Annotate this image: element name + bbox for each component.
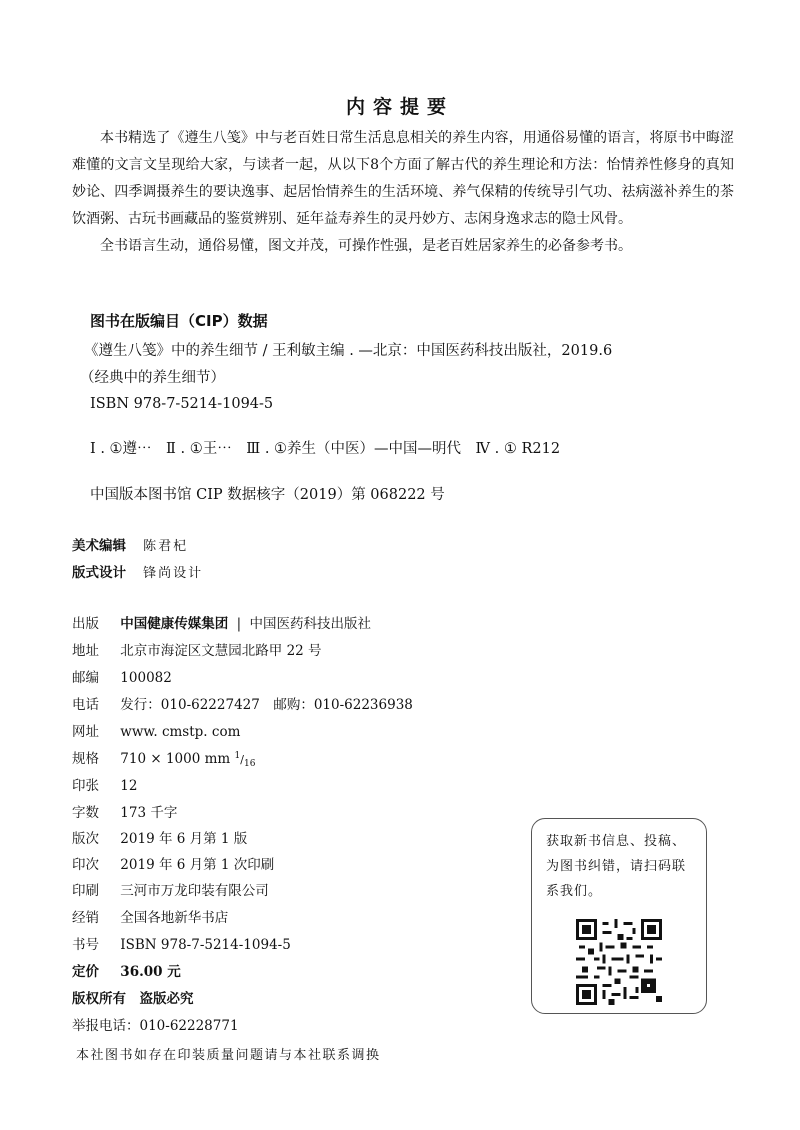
postcode-row bbox=[72, 666, 172, 686]
report-phone: 举报电话：010-62228771 bbox=[72, 1018, 239, 1034]
distributor-value: 全国各地新华书店 bbox=[120, 910, 229, 926]
edition-value: 2019 年 6 月第 1 版 bbox=[120, 831, 248, 847]
publisher-separator: | bbox=[236, 616, 242, 632]
cip-isbn-line: ISBN 978-7-5214-1094-5 bbox=[90, 396, 274, 412]
publisher-label: 出版 bbox=[72, 616, 99, 632]
summary-body bbox=[72, 125, 734, 260]
word-count-label: 字数 bbox=[72, 805, 99, 821]
qr-code-icon[interactable] bbox=[576, 919, 662, 1005]
printing-value: 2019 年 6 月第 1 次印刷 bbox=[120, 857, 275, 873]
layout-design-row bbox=[72, 561, 203, 581]
art-editor-label: 美术编辑 bbox=[72, 538, 126, 554]
summary-paragraph-2: 全书语言生动，通俗易懂，图文并茂，可操作性强，是老百姓居家养生的必备参考书。 bbox=[100, 238, 632, 254]
price-row bbox=[72, 960, 181, 980]
phone-label: 电话 bbox=[72, 697, 99, 713]
cip-classification-line: Ⅰ . ①遵⋯ Ⅱ . ①王⋯ Ⅲ . ①养生（中医）—中国—明代 Ⅳ . ① R212 bbox=[90, 441, 561, 457]
postcode-label: 邮编 bbox=[72, 670, 99, 686]
isbn-value: ISBN 978-7-5214-1094-5 bbox=[120, 937, 291, 953]
layout-design-label: 版式设计 bbox=[72, 565, 126, 581]
format-fraction-denominator: 16 bbox=[243, 759, 256, 769]
sheets-row bbox=[72, 774, 137, 794]
sheets-label: 印张 bbox=[72, 778, 99, 794]
qr-contact-text: 获取新书信息、投稿、为图书纠错，请扫码联系我们。 bbox=[546, 834, 687, 899]
cip-heading: 图书在版编目（CIP）数据 bbox=[90, 312, 268, 330]
publisher-name: 中国医药科技出版社 bbox=[249, 616, 371, 632]
publisher-group: 中国健康传媒集团 bbox=[120, 616, 229, 632]
price-value: 36.00 元 bbox=[120, 964, 181, 980]
website-row bbox=[72, 720, 240, 740]
format-row: 规格 710 × 1000 mm $^1/_{16}$ bbox=[72, 747, 255, 769]
address-value: 北京市海淀区文慧园北路甲 22 号 bbox=[120, 643, 322, 659]
summary-paragraph-1: 本书精选了《遵生八笺》中与老百姓日常生活息息相关的养生内容，用通俗易懂的语言，将原书中晦涩难懂的文言文呈现给大家，与读者一起，从以下8个方面了解古代的养生理论和方法：怡情养性修身的真知妙论、四季调摄养生的要诀逸事、起居怡情养生的生活环境、养气保精的传统导引气功、祛病滋补养生的茶饮酒粥、古玩书画藏品的鉴赏辨别、延年益寿养生的灵丹妙方、志闲身逸求志的隐士风骨。 bbox=[72, 130, 734, 227]
address-row bbox=[72, 639, 322, 659]
qr-contact-box bbox=[531, 818, 707, 1014]
printing-row bbox=[72, 853, 274, 873]
format-fraction-numerator: 1 bbox=[234, 751, 241, 761]
postcode-value: 100082 bbox=[120, 670, 172, 686]
art-editor-value: 陈君杞 bbox=[143, 539, 189, 554]
copyright-notice: 版权所有 盗版必究 bbox=[72, 991, 194, 1007]
layout-design-value: 锋尚设计 bbox=[143, 566, 204, 581]
sheets-value: 12 bbox=[120, 778, 138, 794]
printing-label: 印次 bbox=[72, 857, 99, 873]
edition-label: 版次 bbox=[72, 831, 99, 847]
art-editor-row bbox=[72, 534, 188, 554]
edition-row bbox=[72, 827, 247, 847]
printer-row bbox=[72, 879, 269, 899]
cip-record-number: 中国版本图书馆 CIP 数据核字（2019）第 068222 号 bbox=[90, 487, 445, 503]
distributor-label: 经销 bbox=[72, 910, 99, 926]
distributor-row bbox=[72, 906, 228, 926]
printer-value: 三河市万龙印装有限公司 bbox=[120, 883, 269, 899]
isbn-row bbox=[72, 933, 291, 953]
summary-title: 内容提要 bbox=[345, 96, 454, 118]
word-count-row bbox=[72, 801, 177, 821]
price-label: 定价 bbox=[72, 964, 99, 980]
cip-title-line: 《遵生八笺》中的养生细节 / 王利敏主编 . —北京：中国医药科技出版社，2019.6 bbox=[84, 343, 613, 359]
format-value: 710 × 1000 mm bbox=[120, 751, 231, 767]
isbn-label: 书号 bbox=[72, 937, 99, 953]
format-label: 规格 bbox=[72, 751, 99, 767]
publisher-row bbox=[72, 612, 371, 632]
website-label: 网址 bbox=[72, 724, 99, 740]
cip-series-line: （经典中的养生细节） bbox=[80, 370, 225, 386]
word-count-value: 173 千字 bbox=[120, 805, 178, 821]
phone-value: 发行：010-62227427 邮购：010-62236938 bbox=[120, 697, 413, 713]
website-value: www. cmstp. com bbox=[120, 724, 241, 740]
phone-row bbox=[72, 693, 413, 713]
printer-label: 印刷 bbox=[72, 883, 99, 899]
address-label: 地址 bbox=[72, 643, 99, 659]
quality-notice: 本社图书如存在印装质量问题请与本社联系调换 bbox=[76, 1048, 381, 1063]
